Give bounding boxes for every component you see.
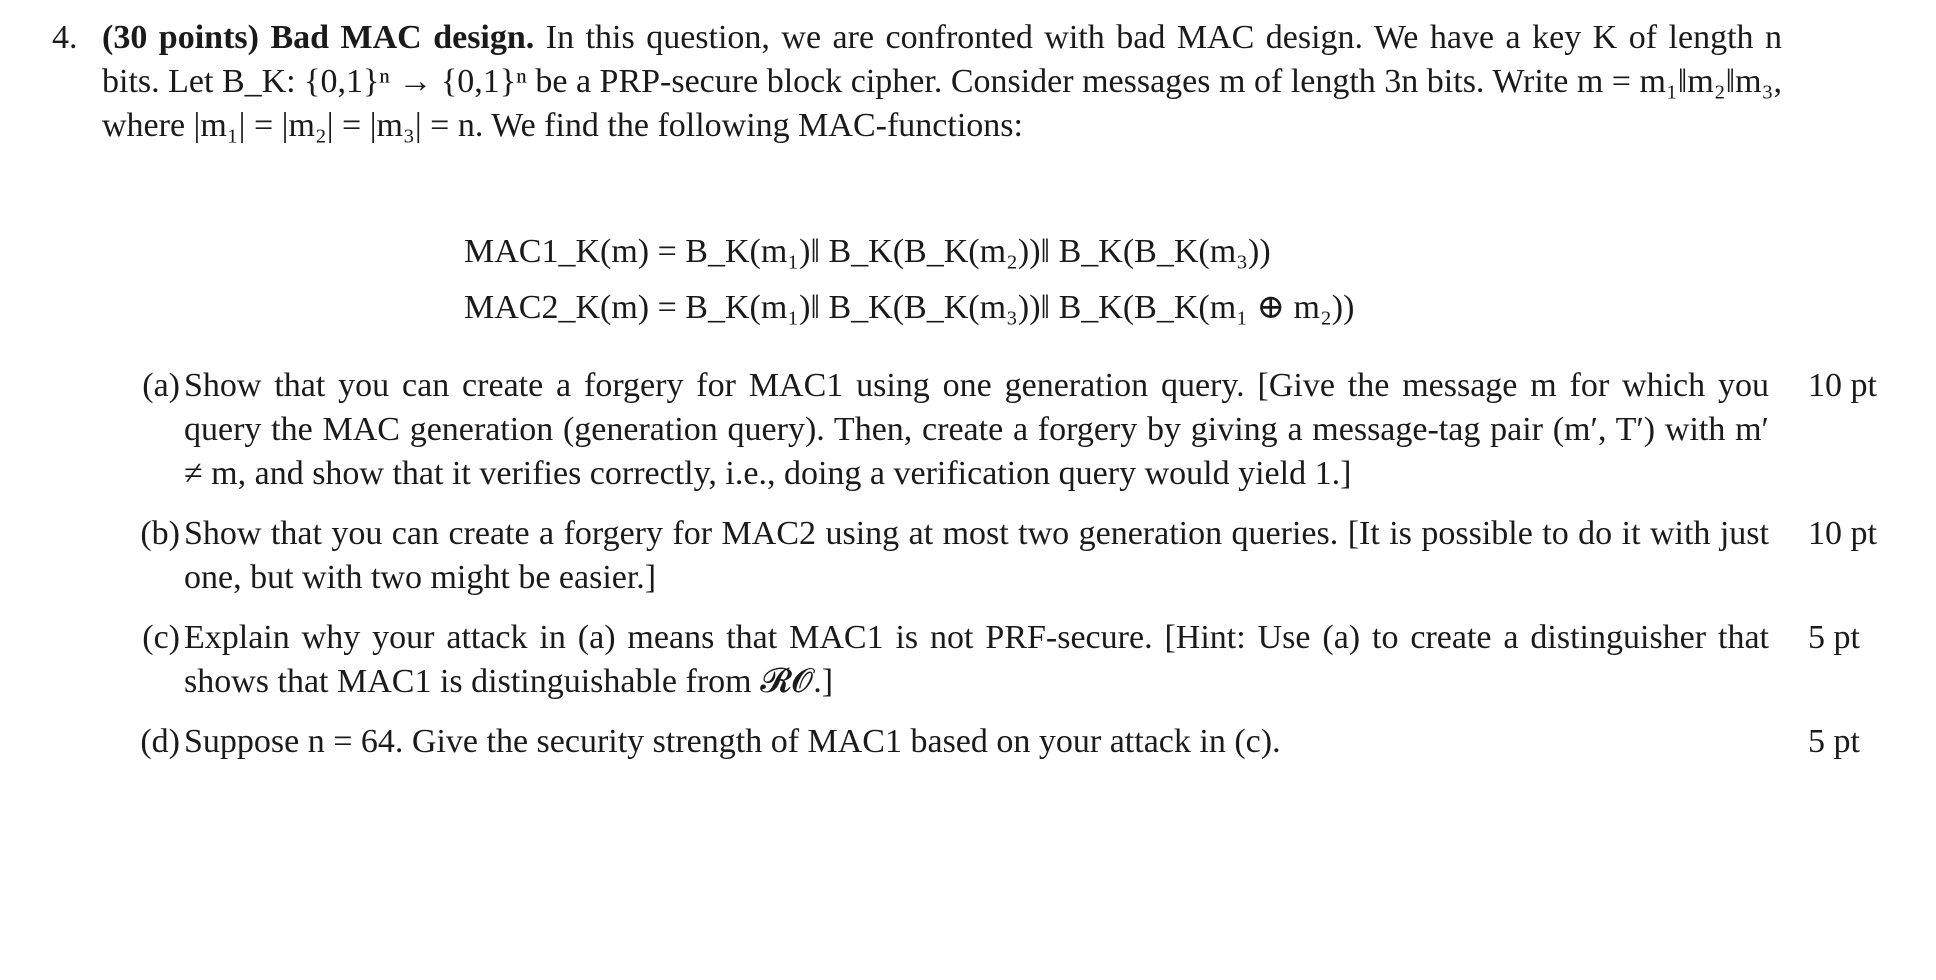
mac-definitions [464,224,1464,336]
mac1-equation: MAC1_K(m) = B_K(m₁)‖ B_K(B_K(m₂))‖ B_K(B_K(m₃)) [464,233,1271,270]
subquestion-label: (b) [140,515,180,552]
subquestion-d [112,720,1912,764]
subquestion-label: (c) [142,619,180,656]
subquestion-points: 5 pt [1808,723,1860,760]
subquestion-text: Explain why your attack in (a) means that MAC1 is not PRF-secure. [Hint: Use (a) to create a distinguisher that shows that MAC1 is distinguishable from 𝓡𝓞.] [184,619,1769,700]
problem-intro: In this question, we are confronted with bad MAC design. We have a key K of length n bits. Let B_K: {0,1}ⁿ → {0,1}ⁿ be a PRP-secure block cipher. Consider messages m of length 3n bits. Write m = m₁‖m₂‖m₃, where |m₁| = |m₂| = |m₃| = n. We find the following MAC-functions: [102,19,1783,144]
problem-body [102,16,1782,148]
subquestion-points: 5 pt [1808,619,1860,656]
subquestion-c [112,616,1912,704]
subquestion-label: (a) [142,367,180,404]
subquestion-b [112,512,1912,600]
problem-number: 4. [52,19,78,56]
subquestion-points: 10 pt [1808,515,1877,552]
subquestion-a [112,364,1912,496]
subquestion-points: 10 pt [1808,367,1877,404]
subquestion-text: Show that you can create a forgery for MAC1 using one generation query. [Give the message m for which you query the MAC generation (generation query). Then, create a forgery by giving a message-tag pair (m′, T′) with m′ ≠ m, and show that it verifies correctly, i.e., doing a verification query would yield 1.] [184,367,1769,492]
subquestion-text: Suppose n = 64. Give the security strength of MAC1 based on your attack in (c). [184,723,1281,760]
subquestion-label: (d) [140,723,180,760]
problem-statement [52,16,1782,148]
mac2-equation: MAC2_K(m) = B_K(m₁)‖ B_K(B_K(m₃))‖ B_K(B_K(m₁ ⊕ m₂)) [464,289,1355,326]
subquestion-list [112,364,1912,780]
problem-heading: (30 points) Bad MAC design. [102,19,535,56]
subquestion-text: Show that you can create a forgery for MAC2 using at most two generation queries. [It is possible to do it with just one, but with two might be easier.] [184,515,1769,596]
